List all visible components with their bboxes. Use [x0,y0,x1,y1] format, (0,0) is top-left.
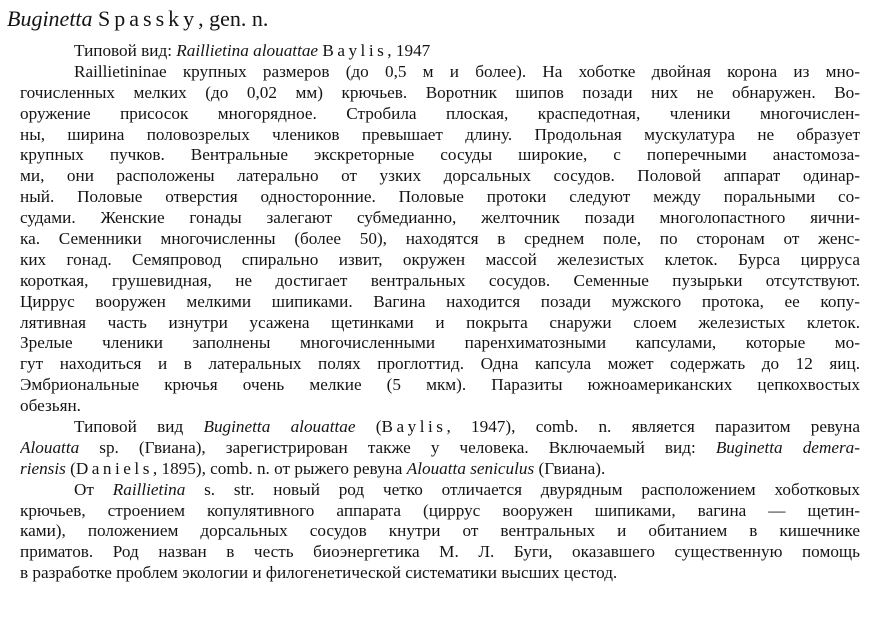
type-host-paragraph [20,417,860,480]
text-segment: sp. (Гвиана), зарегистрирован также у человека. Включаемый вид: [79,437,716,457]
text-segment: ( [65,458,76,478]
species-name: Buginetta alouattae [203,417,356,437]
description-line: оружение присосок многорядное. Стробила плоская, краспедотная, членики многочислен- [20,103,860,123]
description-line: Зрелые членики заполнены многочисленными паренхиматозными капсулами, которые мо- [20,333,860,353]
comparison-line: ками), положением дорсальных сосудов кнутри от вентральных и обитанием в кишечнике [20,521,860,541]
text-segment: , 1895), comb. n. от рыжего ревуна [152,458,407,478]
description-line: Эмбриональные крючья очень мелкие (5 мкм). Паразиты южноамериканских цепкохвостых [20,375,860,395]
species-name: riensis [20,458,66,478]
description-line: судами. Женские гонады залегают субмедианно, желточник позади многолопастного яични- [20,208,860,228]
text-segment: ( [355,417,382,437]
description-line: Raillietininae крупных размеров (до 0,5 м и более). На хоботке двойная корона из мно- [74,61,860,81]
description-paragraph [20,62,860,417]
type-species-author: Baylis [322,41,388,60]
text-segment: , 1947), comb. n. является паразитом ревуна [446,417,860,437]
genus-heading [7,4,268,34]
type-species-year: , 1947 [387,41,431,60]
description-line: ный. Половые отверстия односторонние. Половые протоки следуют между поральными со- [20,187,860,207]
genus-name: Raillietina [112,479,186,499]
body-text [20,41,860,584]
genus-name: Buginetta [7,6,93,31]
description-line: ны, ширина половозрелых члеников превышает длину. Продольная мускулатура не образует [20,124,860,144]
description-line: ких гонад. Семяпровод спирально извит, окружен массой железистых клеток. Бурса цирруса [20,249,860,269]
species-name: Buginetta demera- [715,437,860,457]
type-species-name: Raillietina alouattae [176,41,319,60]
type-host-line-3 [20,459,860,480]
text-segment: (Гвиана). [534,458,606,478]
type-species-line [20,41,860,62]
description-line: обезьян. [20,396,81,416]
description-line: крупных пучков. Вентральные экскреторные сосуды широкие, с поперечными анастомоза- [20,145,860,165]
description-line: лятивная часть изнутри усажена щетинками и покрыта снаружи слоем железистых клеток. [20,312,860,332]
text-segment: От [74,479,113,499]
text-segment: s. str. новый род четко отличается двурядным расположением хоботковых [185,479,860,499]
description-line: ми, они расположены латерально от узких дорсальных сосудов. Половой аппарат одинар- [20,166,860,186]
host-genus: Alouatta [20,437,80,457]
genus-author: Spassky [98,6,199,31]
type-host-line-2 [20,438,860,459]
description-line: короткая, грушевидная, не достигает вентральных сосудов. Семенные пузырьки отсутствуют. [20,270,860,290]
comparison-line-1 [20,480,860,501]
type-species-paragraph [20,41,860,62]
description-line: Циррус вооружен мелкими шипиками. Вагина находится позади мужского протока, ее копу- [20,291,860,311]
comparison-line: в разработке проблем экологии и филогенетической систематики высших цестод. [20,563,618,583]
description-line: гут находиться и в латеральных полях проглоттид. Одна капсула может содержать до 12 яиц. [20,354,860,374]
comparison-line: крючьев, строением копулятивного аппарата (циррус вооружен шипиками, вагина — щетин- [20,500,860,520]
genus-note: , gen. n. [198,6,269,31]
text-segment: Типовой вид [74,417,204,437]
type-species-label: Типовой вид: [74,41,172,60]
comparison-line: приматов. Род назван в честь биоэнергетика М. Л. Буги, оказавшего существенную помощь [20,542,860,562]
comparison-paragraph [20,480,860,584]
host-species: Alouatta seniculus [406,458,535,478]
author-name: Daniels [75,458,153,478]
description-line: ка. Семенники многочисленны (более 50), находятся в среднем поле, по сторонам от женс- [20,229,860,249]
description-line: гочисленных мелких (до 0,02 мм) крючьев. Воротник шипов позади них не обнаружен. Во- [20,82,860,102]
author-name: Baylis [381,417,447,437]
type-host-line-1 [20,417,860,438]
